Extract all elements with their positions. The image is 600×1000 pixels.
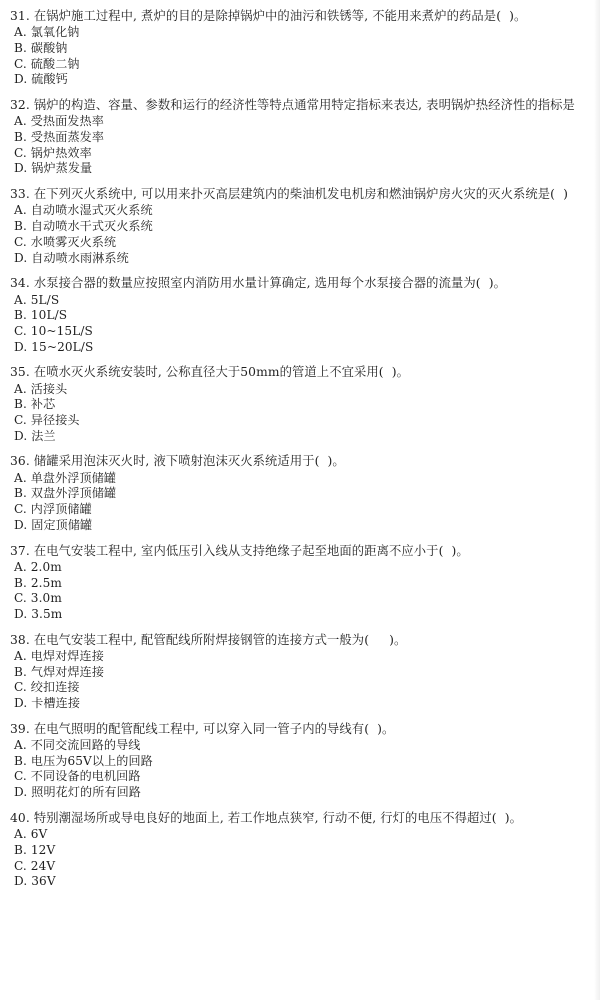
option-item: D. 15~20L/S xyxy=(14,339,94,354)
question-stem: 40. 特别潮湿场所或导电良好的地面上, 若工作地点狭窄, 行动不便, 行灯的电压不得超过( )。 xyxy=(10,810,523,825)
option-item: B. 12V xyxy=(14,842,56,857)
option-item: C. 水喷雾灭火系统 xyxy=(14,234,117,249)
option-item: D. 硫酸钙 xyxy=(14,72,68,87)
question-stem: 38. 在电气安装工程中, 配管配线所附焊接钢管的连接方式一般为( )。 xyxy=(10,632,407,647)
option-item: D. 锅炉蒸发量 xyxy=(14,161,93,176)
option-list xyxy=(10,827,586,890)
option-item: A. 自动喷水湿式灭火系统 xyxy=(14,203,153,218)
question-block xyxy=(10,8,586,88)
option-item: C. 不同设备的电机回路 xyxy=(14,769,141,784)
question-block xyxy=(10,543,586,623)
option-item: B. 气焊对焊连接 xyxy=(14,664,105,679)
question-block xyxy=(10,275,586,355)
option-item: D. 固定顶储罐 xyxy=(14,517,93,532)
option-list xyxy=(10,25,586,88)
option-item: B. 补芯 xyxy=(14,397,56,412)
option-list xyxy=(10,293,586,356)
question-stem: 37. 在电气安装工程中, 室内低压引入线从支持绝缘子起至地面的距离不应小于( )。 xyxy=(10,543,469,558)
option-item: C. 异径接头 xyxy=(14,413,80,428)
question-stem: 32. 锅炉的构造、容量、参数和运行的经济性等特点通常用特定指标来表达, 表明锅炉热经济性的指标是 xyxy=(10,98,575,113)
option-item: A. 单盘外浮顶储罐 xyxy=(14,470,117,485)
option-item: A. 2.0m xyxy=(14,559,62,574)
option-item: B. 10L/S xyxy=(14,308,68,323)
question-stem: 36. 储罐采用泡沫灭火时, 液下喷射泡沫灭火系统适用于( )。 xyxy=(10,454,345,469)
option-item: B. 碳酸钠 xyxy=(14,40,68,55)
option-list xyxy=(10,382,586,445)
option-item: C. 锅炉热效率 xyxy=(14,145,92,160)
option-item: B. 电压为65V以上的回路 xyxy=(14,753,153,768)
question-stem: 34. 水泵接合器的数量应按照室内消防用水量计算确定, 选用每个水泵接合器的流量为( )。 xyxy=(10,276,506,291)
question-block xyxy=(10,632,586,712)
option-item: A. 受热面发热率 xyxy=(14,114,104,129)
option-item: A. 5L/S xyxy=(14,292,60,307)
option-item: D. 3.5m xyxy=(14,606,63,621)
option-item: D. 照明花灯的所有回路 xyxy=(14,785,141,800)
question-block xyxy=(10,810,586,890)
question-stem: 35. 在喷水灭火系统安装时, 公称直径大于50mm的管道上不宜采用( )。 xyxy=(10,365,409,380)
question-stem: 39. 在电气照明的配管配线工程中, 可以穿入同一管子内的导线有( )。 xyxy=(10,721,395,736)
option-list xyxy=(10,471,586,534)
option-item: D. 自动喷水雨淋系统 xyxy=(14,250,129,265)
option-item: C. 硫酸二钠 xyxy=(14,56,80,71)
question-block xyxy=(10,721,586,801)
option-list xyxy=(10,738,586,801)
option-item: A. 电焊对焊连接 xyxy=(14,648,104,663)
question-block xyxy=(10,364,586,444)
option-item: C. 10~15L/S xyxy=(14,323,93,338)
option-item: C. 绞扣连接 xyxy=(14,680,80,695)
option-item: C. 24V xyxy=(14,858,56,873)
question-block xyxy=(10,97,586,177)
option-item: A. 活接头 xyxy=(14,381,68,396)
option-item: D. 法兰 xyxy=(14,428,56,443)
option-item: B. 双盘外浮顶储罐 xyxy=(14,486,117,501)
scan-edge-shadow xyxy=(594,0,600,1000)
question-stem: 31. 在锅炉施工过程中, 煮炉的目的是除掉锅炉中的油污和铁锈等, 不能用来煮炉的药品是( )。 xyxy=(10,9,527,23)
option-item: B. 2.5m xyxy=(14,575,62,590)
option-item: C. 3.0m xyxy=(14,591,62,606)
option-item: A. 氯氧化钠 xyxy=(14,25,80,40)
option-list xyxy=(10,649,586,712)
option-item: A. 6V xyxy=(14,827,48,842)
question-block xyxy=(10,453,586,533)
option-list xyxy=(10,114,586,177)
option-item: D. 36V xyxy=(14,874,56,889)
option-list xyxy=(10,203,586,266)
option-item: D. 卡槽连接 xyxy=(14,696,81,711)
question-block xyxy=(10,186,586,266)
question-stem: 33. 在下列灭火系统中, 可以用来扑灭高层建筑内的柴油机发电机房和燃油锅炉房火灾的灭火系统是( ) xyxy=(10,187,568,202)
option-item: A. 不同交流回路的导线 xyxy=(14,737,141,752)
option-list xyxy=(10,560,586,623)
option-item: B. 受热面蒸发率 xyxy=(14,130,105,145)
option-item: C. 内浮顶储罐 xyxy=(14,502,92,517)
option-item: B. 自动喷水干式灭火系统 xyxy=(14,219,153,234)
